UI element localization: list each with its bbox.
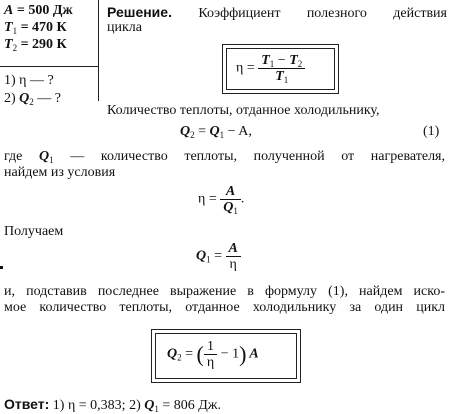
given-t1: $T_1 = 470$ К — [4, 20, 67, 36]
given-vertical-rule — [98, 0, 99, 101]
find-efficiency: 1) η — ? — [4, 73, 54, 88]
efficiency-fraction: $\frac{T_1 - T_2}{T_1}$ — [258, 53, 305, 84]
find-block — [4, 72, 61, 108]
given-block — [4, 2, 73, 53]
find-q2: 2) $Q_2$ — ? — [4, 91, 62, 107]
substitution-line1: и, подставив последнее выражение в формулу (1), найдем иско- — [4, 284, 445, 299]
where-line2: найдем из условия — [4, 165, 116, 180]
q1-formula: $Q_1$ = $\frac{A}{\eta}$ — [196, 241, 241, 272]
answer-label: Ответ: — [4, 396, 50, 412]
result-formula: $Q_2$ = ( $\frac{1}{\eta}$ − 1) A — [167, 339, 259, 370]
where-line1: где $Q_1$ — количество теплоты, полученной от нагревателя, — [4, 149, 445, 165]
given-work: A = 500 Дж — [4, 3, 73, 18]
heat-given-text: Количество теплоты, отданное холодильнику, — [107, 103, 380, 118]
substitution-line2: мое количество теплоты, отданное холодильнику за один цикл — [4, 300, 445, 315]
obtain-text: Получаем — [4, 224, 64, 239]
solution-intro-line2: цикла — [107, 20, 142, 35]
efficiency-formula: η = $\frac{T_1 - T_2}{T_1}$ — [236, 53, 305, 84]
heat-formula: $Q_2 = Q_1 - A$, — [180, 124, 252, 140]
margin-marker — [0, 266, 3, 269]
condition-formula: η = $\frac{A}{Q_1}$ . — [198, 184, 245, 216]
equation-number: (1) — [423, 124, 440, 139]
given-t2: $T_2 = 290$ К — [4, 37, 67, 53]
given-divider — [0, 66, 99, 67]
answer-line: Ответ: 1) η = 0,383; 2) $Q_1 = 806$ Дж. — [4, 396, 221, 414]
solution-heading: Решение. — [107, 4, 172, 20]
solution-intro-line1: Решение. Коэффициент полезного действия — [107, 4, 447, 21]
